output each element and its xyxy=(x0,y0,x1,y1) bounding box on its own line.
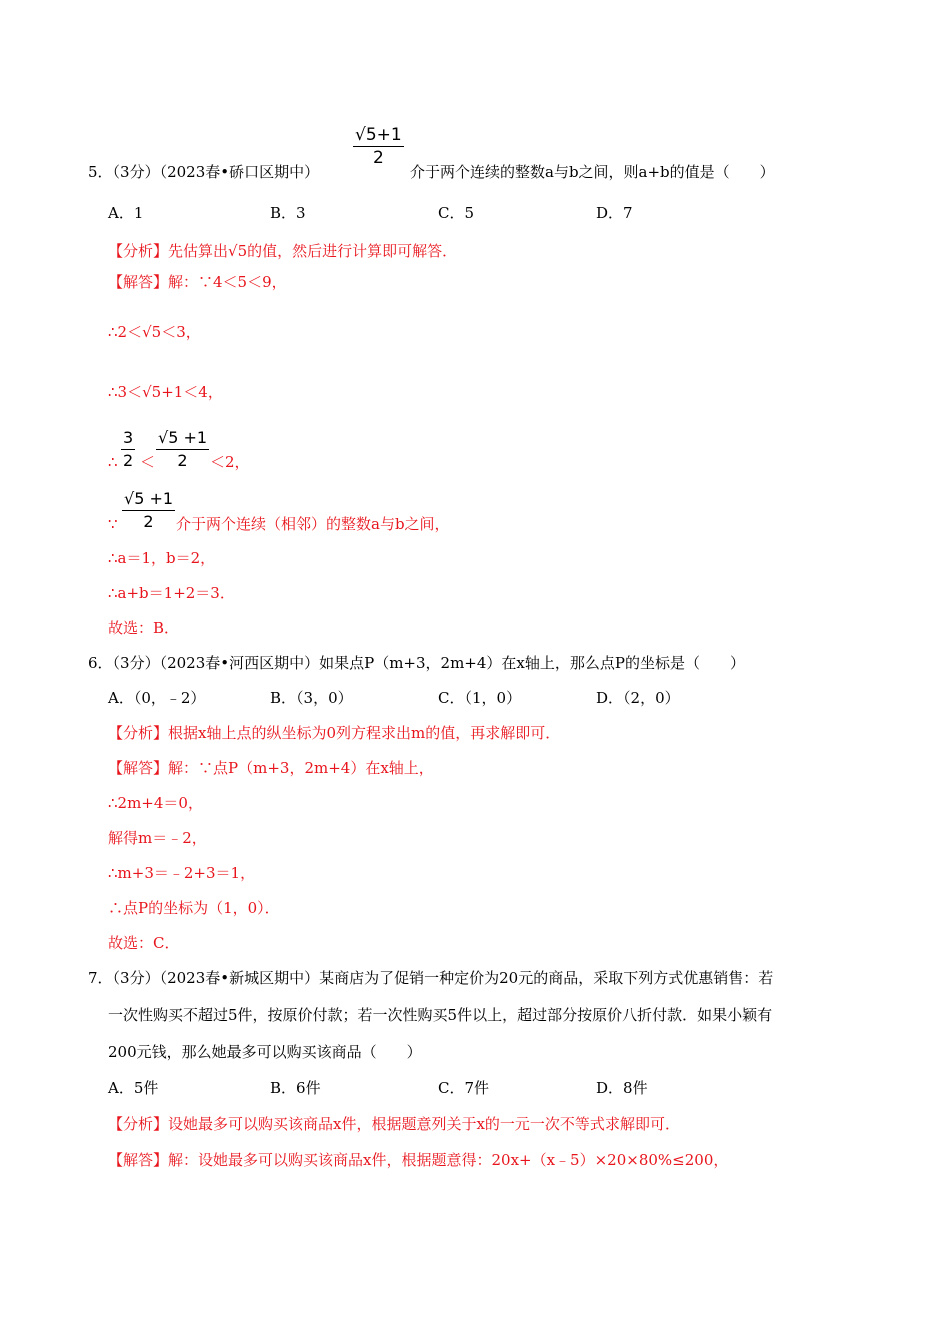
q5-step6: ∴a＝1，b＝2， xyxy=(108,549,216,567)
q5-analysis-text: 先估算出√5的值，然后进行计算即可解答． xyxy=(168,242,458,260)
q5-step5-fraction xyxy=(122,488,175,533)
q5-solution-tag: 【解答】 xyxy=(108,273,169,291)
q7-analysis-text: 设她最多可以购买该商品x件，根据题意列关于x的一元一次不等式求解即可． xyxy=(168,1115,680,1133)
q5-step4-fraction1 xyxy=(121,427,135,472)
q6-option-b: B．（3，0） xyxy=(270,689,353,707)
q5-step5-fraction-den: 2 xyxy=(143,512,154,531)
q5-step2: ∴2＜√5＜3， xyxy=(108,323,201,341)
q5-stem-fraction xyxy=(353,124,404,169)
q5-step4-prefix: ∴ xyxy=(108,453,118,471)
q6-solution-line1: 解：∵点P（m+3，2m+4）在x轴上， xyxy=(168,759,434,777)
q5-step5-prefix: ∵ xyxy=(108,515,118,533)
q7-option-a: A．5件 xyxy=(108,1079,159,1097)
q6-step5: ∴点P的坐标为（1，0）． xyxy=(108,899,280,917)
q5-step4-fraction1-den: 2 xyxy=(123,451,134,470)
q7-analysis-tag: 【分析】 xyxy=(108,1115,169,1133)
q7-stem-line1: 7．（3分）（2023春•新城区期中）某商店为了促销一种定价为20元的商品，采取下列方式优惠销售：若 xyxy=(88,969,774,987)
q5-meta: （3分）（2023春•硚口区期中） xyxy=(112,163,320,181)
q7-option-b: B．6件 xyxy=(270,1079,321,1097)
q5-option-c: C．5 xyxy=(438,204,475,222)
q6-step2: ∴2m+4＝0， xyxy=(108,794,203,812)
q5-step5-text: 介于两个连续（相邻）的整数a与b之间， xyxy=(176,515,450,533)
q5-fraction-numerator: √5+1 xyxy=(355,125,402,145)
q7-solution xyxy=(108,1150,728,1170)
q5-option-a: A．1 xyxy=(108,204,144,222)
q7-solution-tag: 【解答】 xyxy=(108,1151,169,1169)
q7-stem-line2: 一次性购买不超过5件，按原价付款；若一次性购买5件以上，超过部分按原价八折付款．如果小颖有 xyxy=(108,1006,773,1024)
q6-solution xyxy=(108,758,434,778)
q5-analysis-tag: 【分析】 xyxy=(108,242,169,260)
q6-option-d: D．（2，0） xyxy=(596,689,680,707)
q5-step4-suffix: ＜2， xyxy=(210,453,250,471)
q5-solution-line1: 解：∵4＜5＜9， xyxy=(168,273,287,291)
q7-analysis xyxy=(108,1114,680,1134)
q7-option-c: C．7件 xyxy=(438,1079,490,1097)
q5-stem-tail: 介于两个连续的整数a与b之间，则a+b的值是（ ） xyxy=(410,163,775,181)
q5-option-b: B．3 xyxy=(270,204,306,222)
q5-answer: 故选：B． xyxy=(108,619,180,637)
q7-stem-line3: 200元钱，那么她最多可以购买该商品（ ） xyxy=(108,1043,422,1061)
q5-step4-fraction2-num: √5 +1 xyxy=(156,427,209,450)
q5-step4-fraction2 xyxy=(156,427,209,472)
q6-stem: 6．（3分）（2023春•河西区期中）如果点P（m+3，2m+4）在x轴上，那么点P的坐标是（ ） xyxy=(88,654,745,672)
q5-step4-fraction2-den: 2 xyxy=(177,451,188,470)
q7-option-d: D．8件 xyxy=(596,1079,648,1097)
q5-step7: ∴a+b＝1+2＝3． xyxy=(108,584,235,602)
q6-option-c: C．（1，0） xyxy=(438,689,522,707)
q5-step4-lt: ＜ xyxy=(140,453,156,471)
q5-solution xyxy=(108,272,287,292)
q5-step4-fraction1-num: 3 xyxy=(121,427,135,450)
q5-analysis xyxy=(108,241,457,261)
q6-step4: ∴m+3＝﹣2+3＝1， xyxy=(108,864,256,882)
q7-solution-line1: 解：设她最多可以购买该商品x件，根据题意得：20x+（x﹣5）×20×80%≤200， xyxy=(168,1151,729,1169)
q6-analysis-text: 根据x轴上点的纵坐标为0列方程求出m的值，再求解即可． xyxy=(168,724,561,742)
q5-fraction-denominator: 2 xyxy=(372,148,384,168)
q5-option-d: D．7 xyxy=(596,204,633,222)
q6-option-a: A．（0，﹣2） xyxy=(108,689,206,707)
q6-answer: 故选：C． xyxy=(108,934,180,952)
q6-analysis xyxy=(108,723,560,743)
q6-step3: 解得m＝﹣2， xyxy=(108,829,207,847)
q5-step3: ∴3＜√5+1＜4， xyxy=(108,383,223,401)
q5-number: 5． xyxy=(88,163,113,181)
q5-stem xyxy=(88,162,319,182)
q6-solution-tag: 【解答】 xyxy=(108,759,169,777)
q6-analysis-tag: 【分析】 xyxy=(108,724,169,742)
q5-step5-fraction-num: √5 +1 xyxy=(122,488,175,511)
